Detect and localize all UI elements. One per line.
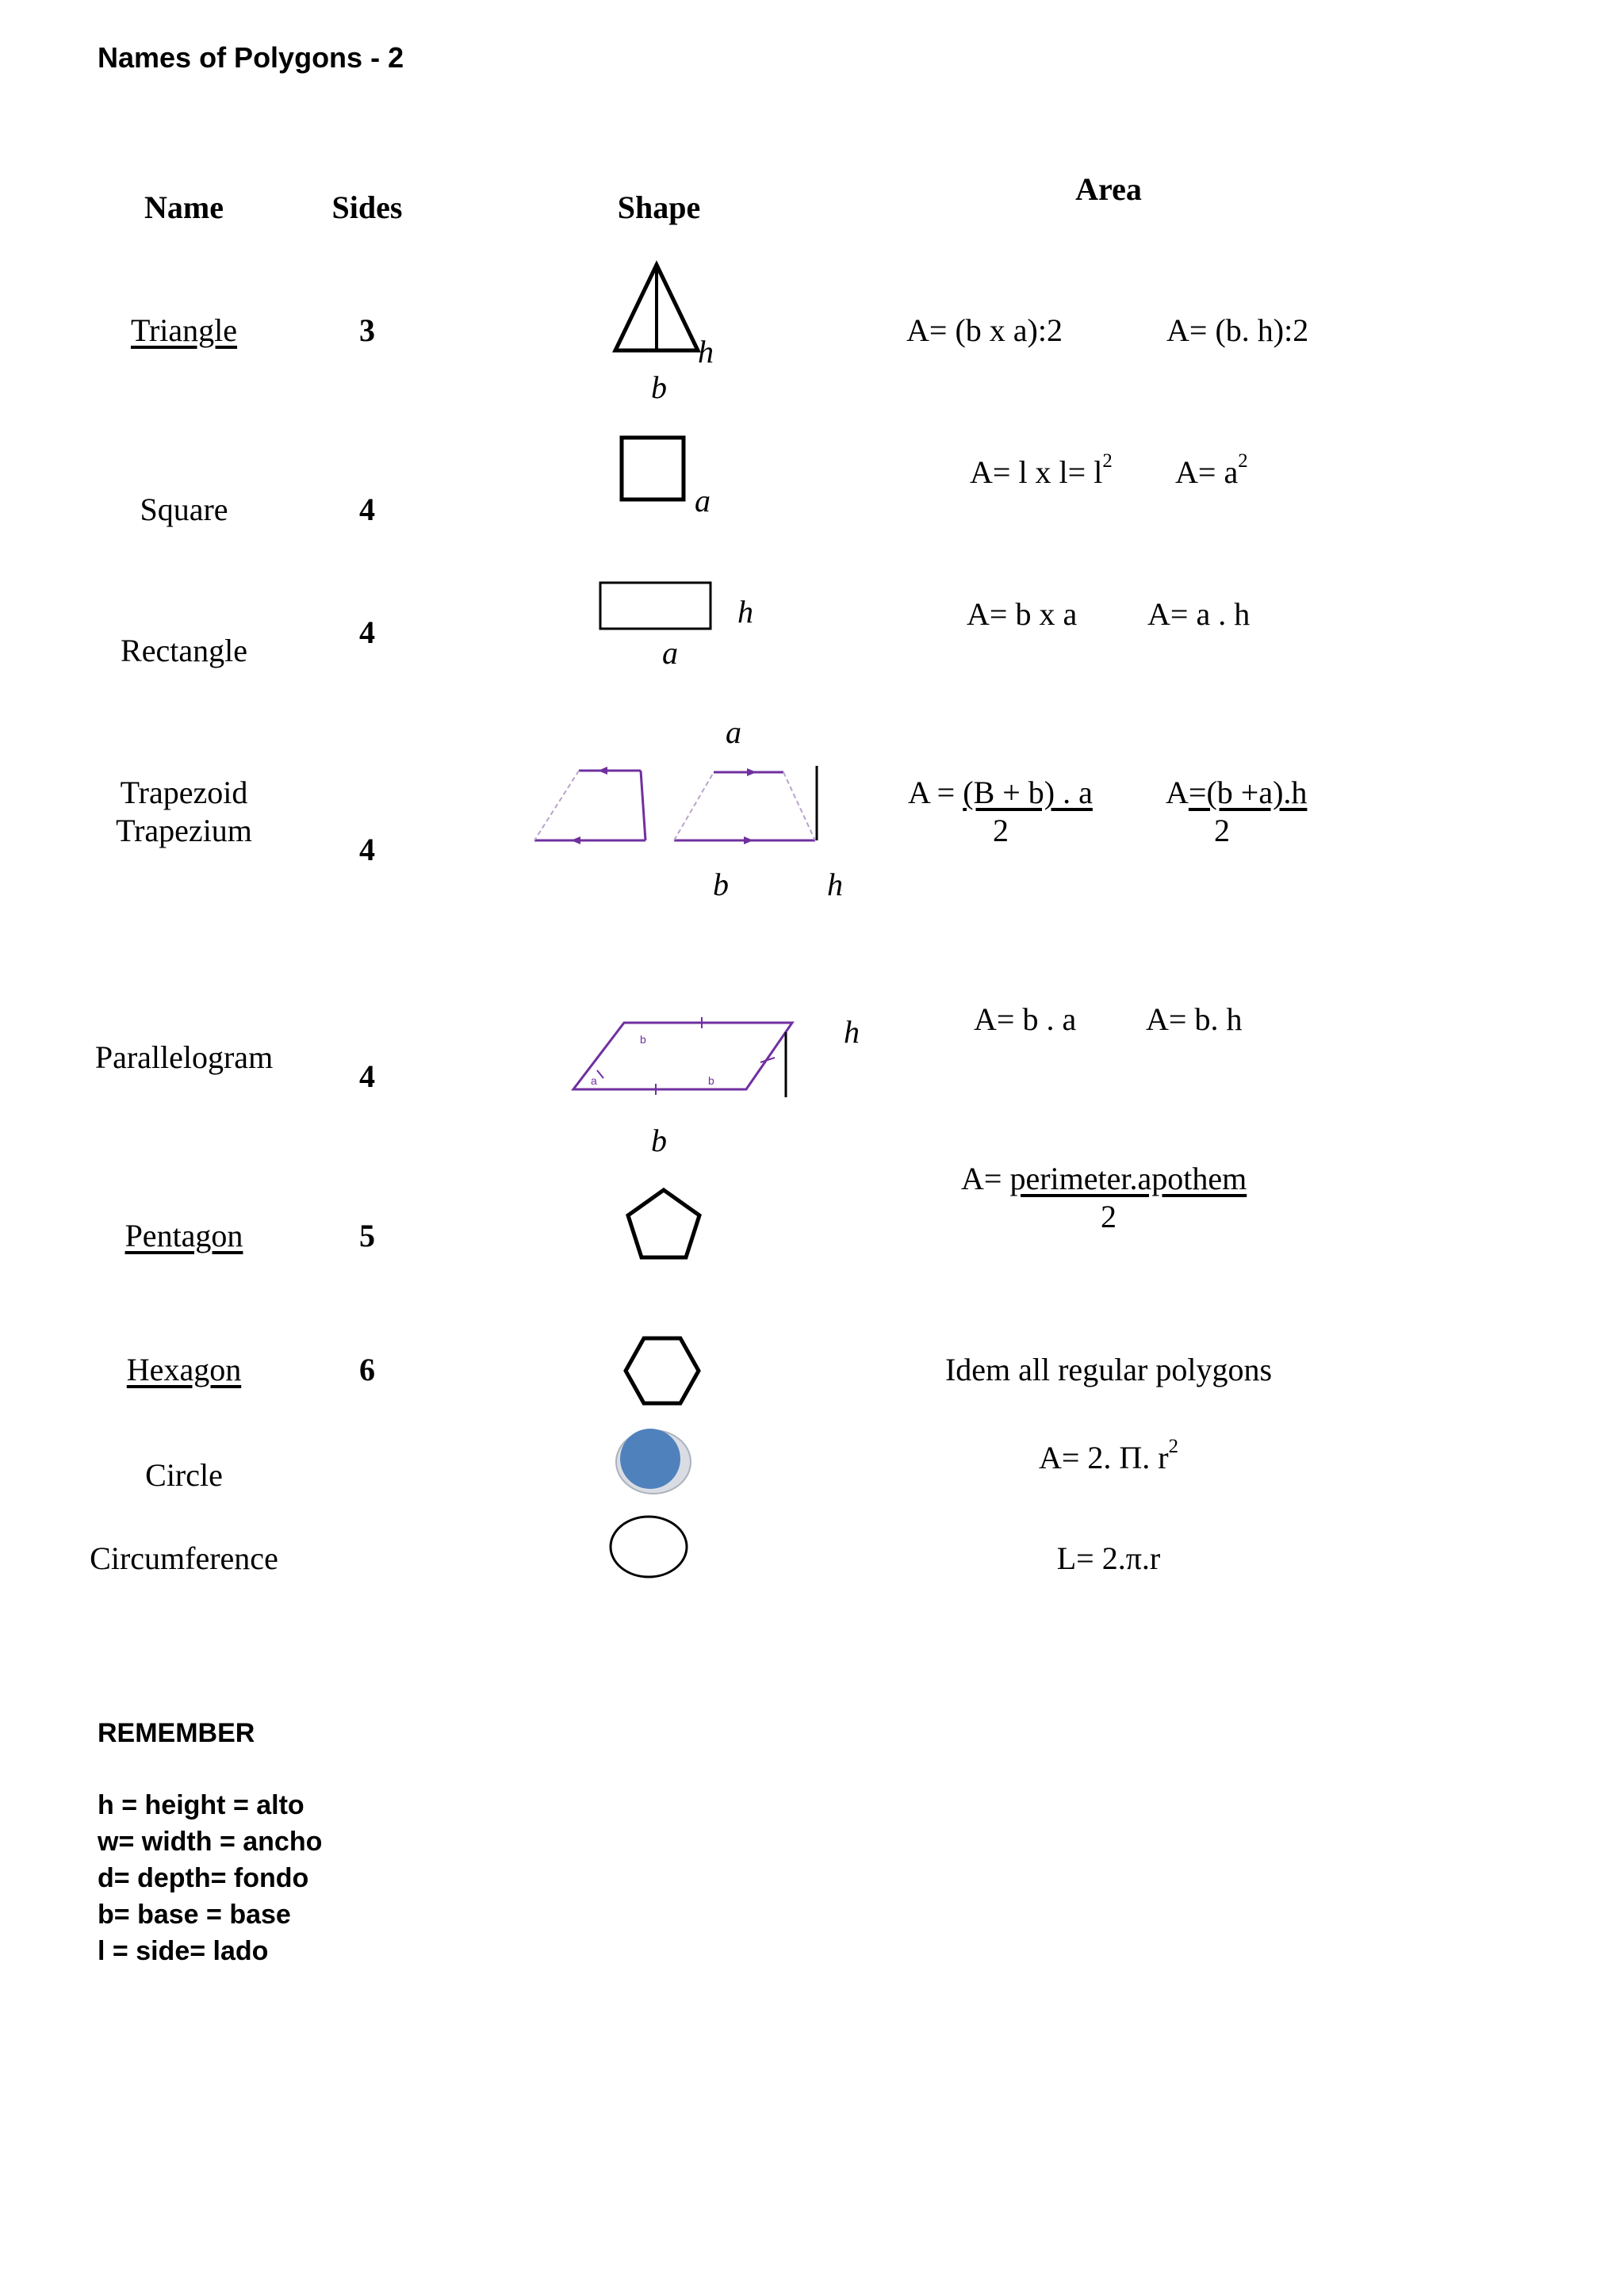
- trapezoid-shapes: [531, 761, 825, 848]
- circle-formula: A= 2. Π. $r^2$: [1038, 1436, 1179, 1475]
- square-label-a: a: [695, 483, 710, 519]
- name-circle: Circle: [145, 1457, 223, 1493]
- trapezoid-formula-2: A=(b +a).h: [1166, 775, 1308, 810]
- header-shape: Shape: [617, 189, 701, 225]
- circle-shape: [611, 1424, 695, 1497]
- remember-title: REMEMBER: [98, 1718, 255, 1748]
- pentagon-formula-denominator: 2: [1101, 1199, 1116, 1234]
- triangle-label-b: b: [651, 369, 667, 405]
- sides-triangle: 3: [359, 312, 375, 348]
- trapezoid-formula-2-denominator: 2: [1214, 813, 1230, 848]
- header-name: Name: [144, 189, 224, 225]
- triangle-label-h: h: [698, 334, 714, 369]
- triangle-shape: [611, 260, 703, 357]
- triangle-formula-1: A= (b x a):2: [906, 312, 1063, 348]
- trapezoid-label-h: h: [827, 867, 843, 902]
- sides-parallelogram: 4: [359, 1058, 375, 1094]
- trapezoid-label-a: a: [726, 714, 741, 750]
- name-trapezoid: Trapezoid: [120, 775, 248, 810]
- parallelogram-shape: [567, 1016, 797, 1100]
- circumference-formula: L= 2.π.r: [1056, 1540, 1161, 1576]
- name-triangle: Triangle: [130, 312, 238, 348]
- rectangle-label-a: a: [662, 635, 678, 671]
- parallelogram-formula-1: A= b . a: [974, 1001, 1077, 1037]
- sides-rectangle: 4: [359, 614, 375, 650]
- page-title: Names of Polygons - 2: [98, 41, 404, 74]
- square-formula-2: $A= a^2$: [1175, 450, 1248, 490]
- trapezoid-label-b: b: [713, 867, 729, 902]
- name-hexagon: Hexagon: [126, 1352, 242, 1387]
- name-circumference: Circumference: [90, 1540, 278, 1576]
- circumference-shape: [607, 1513, 690, 1581]
- legend-line: b= base = base: [98, 1900, 291, 1930]
- rectangle-label-h: h: [737, 594, 753, 629]
- rectangle-formula-1: A= b x a: [967, 596, 1078, 632]
- legend-line: h = height = alto: [98, 1790, 304, 1820]
- trapezoid-formula-1: A = (B + b) . a: [908, 775, 1093, 810]
- hexagon-formula: Idem all regular polygons: [944, 1352, 1273, 1387]
- parallelogram-label-h: h: [844, 1014, 860, 1050]
- sides-square: 4: [359, 492, 375, 527]
- parallelogram-label-b: b: [651, 1123, 667, 1158]
- name-pentagon: Pentagon: [124, 1218, 243, 1253]
- legend-line: l = side= lado: [98, 1936, 269, 1966]
- name-square: Square: [140, 492, 228, 527]
- legend-line: w= width = ancho: [98, 1827, 323, 1857]
- parallelogram-formula-2: A= b. h: [1146, 1001, 1243, 1037]
- name-trapezium: Trapezium: [116, 813, 252, 848]
- rectangle-shape: [598, 580, 714, 633]
- trapezoid-formula-1-denominator: 2: [993, 813, 1009, 848]
- hexagon-shape: [622, 1334, 702, 1407]
- triangle-formula-2: A= (b. h):2: [1166, 312, 1309, 348]
- name-parallelogram: Parallelogram: [94, 1039, 274, 1075]
- legend-line: d= depth= fondo: [98, 1863, 309, 1893]
- sides-pentagon: 5: [359, 1218, 375, 1253]
- pentagon-shape: [624, 1186, 703, 1262]
- sides-hexagon: 6: [359, 1352, 375, 1387]
- sides-trapezoid: 4: [359, 832, 375, 867]
- pentagon-formula: A= perimeter.apothem: [961, 1161, 1247, 1196]
- header-sides: Sides: [331, 189, 403, 225]
- header-area: Area: [1075, 171, 1142, 207]
- name-rectangle: Rectangle: [121, 633, 247, 668]
- svg-text:b: b: [640, 1033, 646, 1046]
- rectangle-formula-2: A= a . h: [1147, 596, 1251, 632]
- svg-text:a: a: [591, 1074, 597, 1087]
- square-shape: [619, 434, 688, 504]
- svg-text:b: b: [708, 1074, 714, 1087]
- square-formula-1: A= l x $l= l^2$: [970, 450, 1113, 490]
